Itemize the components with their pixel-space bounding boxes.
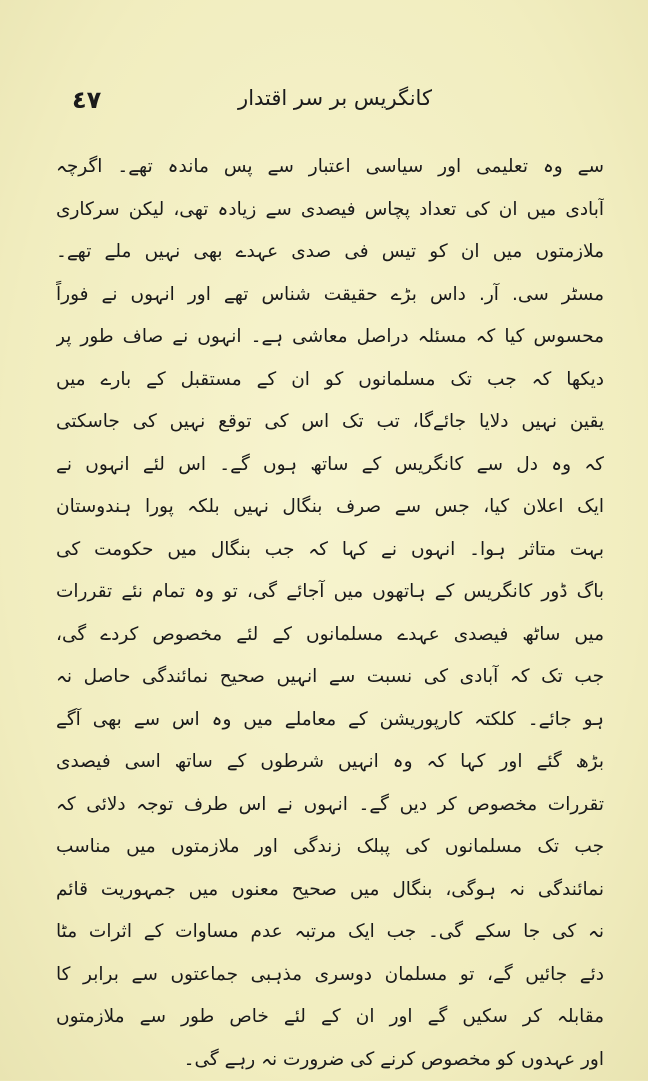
text-line: بڑھ گئے اور کہا کہ وہ انہیں شرطوں کے ساتھ اسی فیصدی [56, 741, 604, 784]
text-line: ہو جائے۔ کلکتہ کارپوریشن کے معاملے میں وہ اس سے بھی آگے [56, 699, 604, 742]
text-line: مقابلہ کر سکیں گے اور ان کے لئے خاص طور سے ملازمتوں [56, 996, 604, 1039]
text-line: دیکھا کہ جب تک مسلمانوں کو ان کے مستقبل کے بارے میں [56, 359, 604, 402]
running-title: کانگریس بر سر اقتدار [200, 86, 470, 110]
text-line: نمائندگی نہ ہوگی، بنگال میں صحیح معنوں میں جمہوریت قائم [56, 869, 604, 912]
text-line: تقررات مخصوص کر دیں گے۔ انہوں نے اس طرف توجہ دلائی کہ [56, 784, 604, 827]
text-line: ملازمتوں میں ان کو تیس فی صدی عہدے بھی نہیں ملے تھے۔ [56, 231, 604, 274]
text-line: آبادی میں ان کی تعداد پچاس فیصدی سے زیادہ تھی، لیکن سرکاری [56, 189, 604, 232]
text-line: اور عہدوں کو مخصوص کرنے کی ضرورت نہ رہے گی۔ [56, 1039, 604, 1081]
text-line: محسوس کیا کہ مسئلہ دراصل معاشی ہے۔ انہوں نے صاف طور پر [56, 316, 604, 359]
text-line: جب تک کہ آبادی کی نسبت سے انہیں صحیح نمائندگی حاصل نہ [56, 656, 604, 699]
text-line: جب تک مسلمانوں کی پبلک زندگی اور ملازمتوں میں مناسب [56, 826, 604, 869]
text-line: دئے جائیں گے، تو مسلمان دوسری مذہبی جماعتوں سے برابر کا [56, 954, 604, 997]
page-number: ٤٧ [72, 86, 101, 114]
text-line: میں ساٹھ فیصدی عہدے مسلمانوں کے لئے مخصوص کردے گی، [56, 614, 604, 657]
text-line: یقین نہیں دلایا جائےگا، تب تک اس کی توقع نہیں کی جاسکتی [56, 401, 604, 444]
text-line: کہ وہ دل سے کانگریس کے ساتھ ہوں گے۔ اس لئے انہوں نے [56, 444, 604, 487]
text-line: مسٹر سی. آر. داس بڑے حقیقت شناس تھے اور انہوں نے فوراً [56, 274, 604, 317]
text-line: باگ ڈور کانگریس کے ہاتھوں میں آجائے گی، تو وہ تمام نئے تقررات [56, 571, 604, 614]
text-line: بہت متاثر ہوا۔ انہوں نے کہا کہ جب بنگال میں حکومت کی [56, 529, 604, 572]
text-line: ایک اعلان کیا، جس سے صرف بنگال نہیں بلکہ پورا ہندوستان [56, 486, 604, 529]
text-line: سے وہ تعلیمی اور سیاسی اعتبار سے پس ماندہ تھے۔ اگرچہ [56, 146, 604, 189]
text-line: نہ کی جا سکے گی۔ جب ایک مرتبہ عدم مساوات کے اثرات مٹا [56, 911, 604, 954]
body-text [56, 146, 604, 1081]
